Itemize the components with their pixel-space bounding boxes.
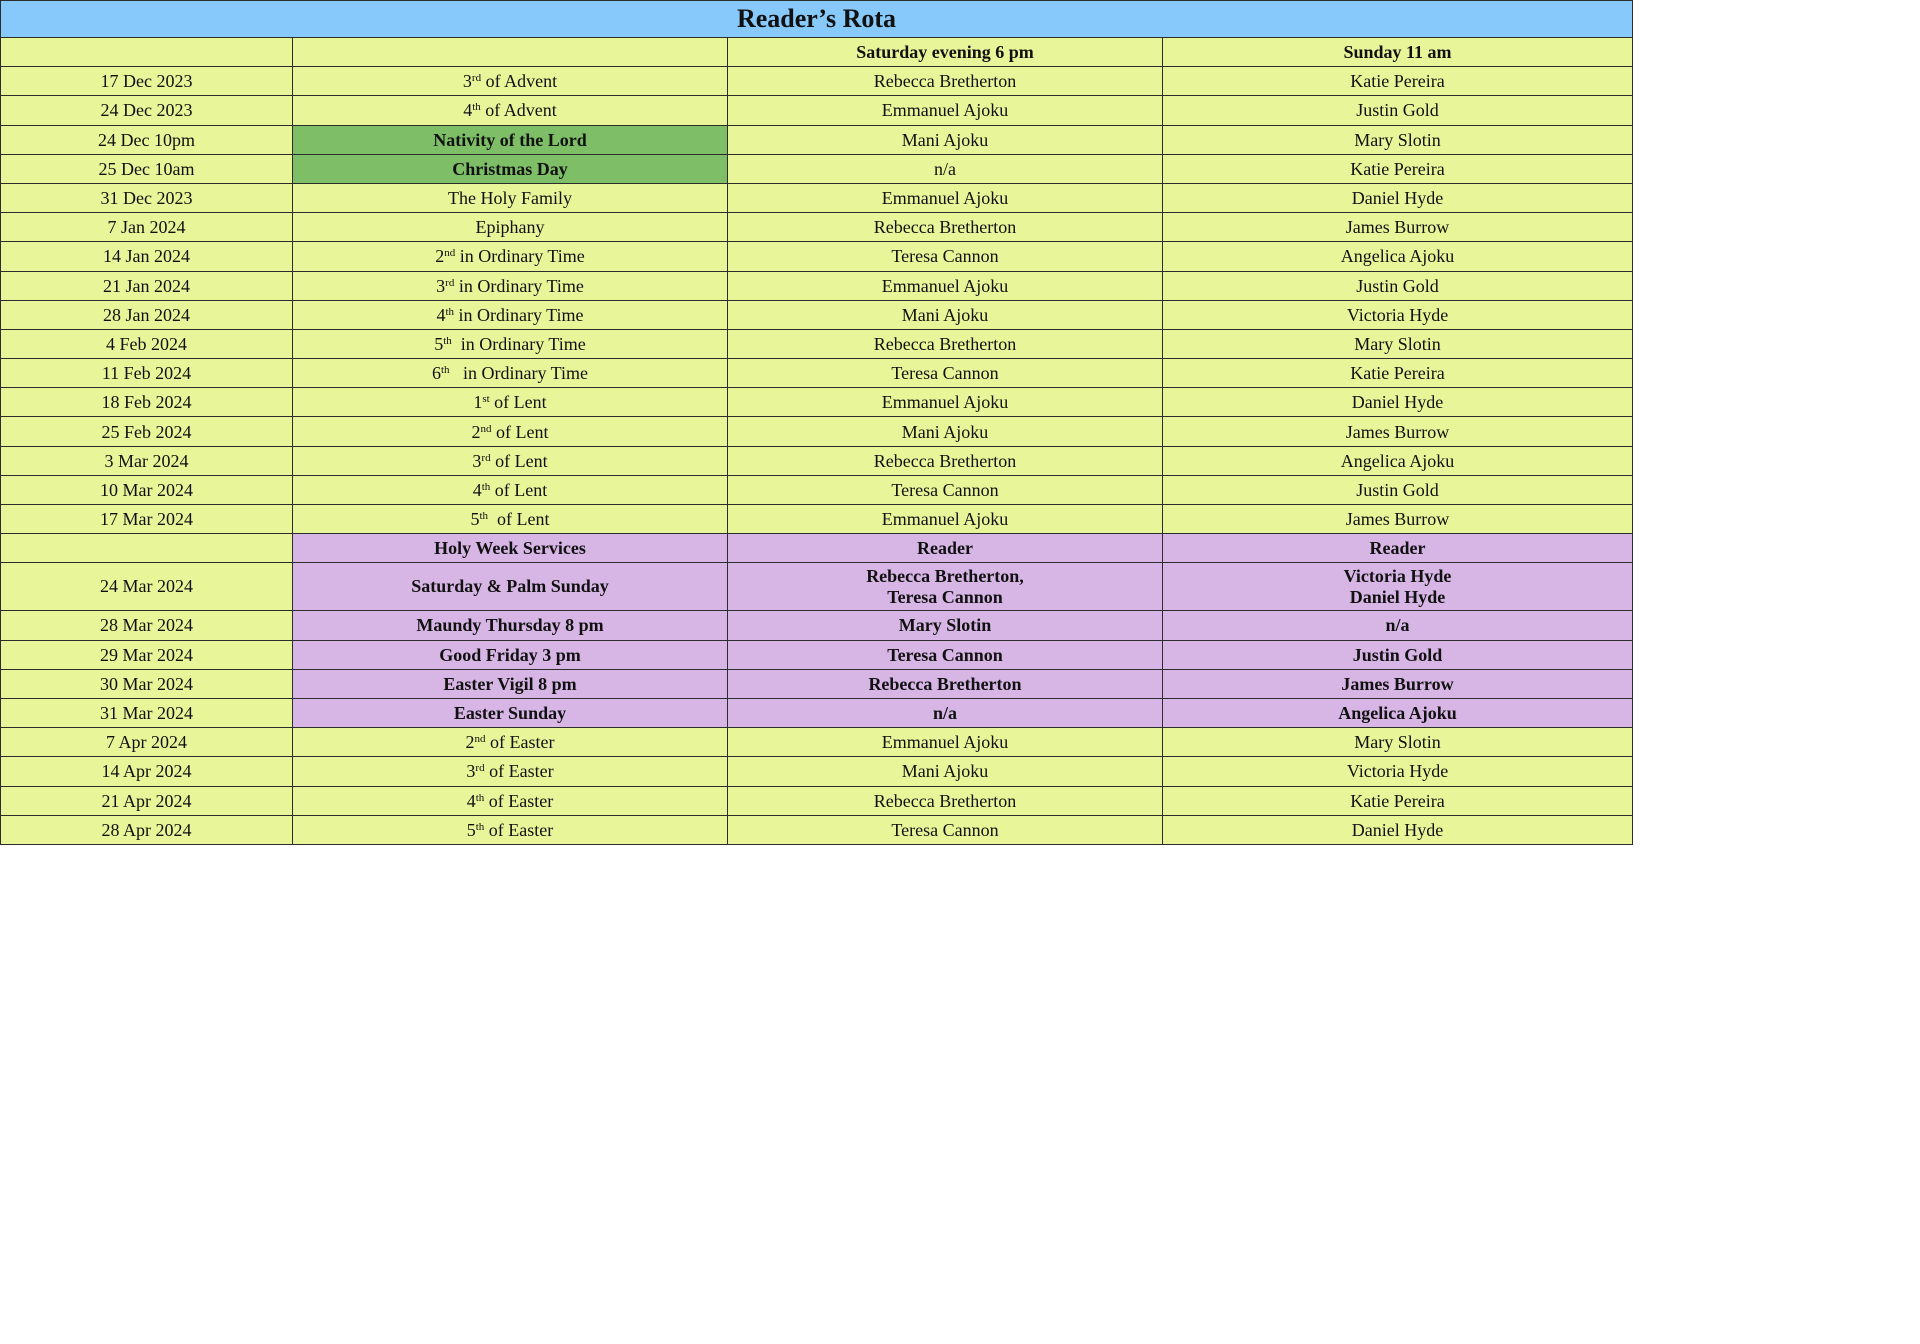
row-date: 14 Apr 2024	[1, 757, 293, 786]
page-title: Reader’s Rota	[1, 1, 1633, 38]
row-date: 29 Mar 2024	[1, 640, 293, 669]
row-saturday-reader: Mani Ajoku	[728, 757, 1163, 786]
row-occasion	[293, 640, 728, 669]
occasion-text: 6	[431, 363, 441, 384]
row-saturday-reader: Rebecca Bretherton, Teresa Cannon	[728, 563, 1163, 611]
row-sunday-reader: Justin Gold	[1163, 640, 1633, 669]
row-sunday-reader: Katie Pereira	[1163, 359, 1633, 388]
occasion-text: 4	[463, 100, 473, 121]
row-date: 3 Mar 2024	[1, 446, 293, 475]
row-saturday-reader: Reader	[728, 534, 1163, 563]
row-sunday-reader: Katie Pereira	[1163, 67, 1633, 96]
table-row	[1, 698, 1633, 727]
occasion-text: 3	[466, 761, 476, 782]
row-occasion	[293, 446, 728, 475]
row-sunday-reader: Daniel Hyde	[1163, 388, 1633, 417]
row-sunday-reader: James Burrow	[1163, 505, 1633, 534]
row-sunday-reader: Reader	[1163, 534, 1633, 563]
row-sunday-reader: n/a	[1163, 611, 1633, 640]
table-row	[1, 271, 1633, 300]
table-row	[1, 446, 1633, 475]
occasion-text: Holy Week Services	[434, 538, 586, 559]
occasion-text-suffix: of Advent	[481, 71, 558, 92]
table-row	[1, 786, 1633, 815]
ordinal-suffix: th	[475, 820, 485, 833]
table-row	[1, 125, 1633, 154]
row-sunday-reader: Katie Pereira	[1163, 786, 1633, 815]
row-sunday-reader: Angelica Ajoku	[1163, 446, 1633, 475]
table-row	[1, 757, 1633, 786]
occasion-text: 1	[473, 392, 483, 413]
row-date: 25 Feb 2024	[1, 417, 293, 446]
occasion-text-suffix: of Lent	[490, 450, 548, 471]
row-date: 30 Mar 2024	[1, 669, 293, 698]
row-occasion	[293, 534, 728, 563]
row-date: 21 Jan 2024	[1, 271, 293, 300]
row-saturday-reader: Emmanuel Ajoku	[728, 183, 1163, 212]
row-sunday-reader: Angelica Ajoku	[1163, 242, 1633, 271]
occasion-text: Saturday & Palm Sunday	[411, 576, 609, 597]
ordinal-suffix: th	[475, 791, 485, 804]
occasion-text: Good Friday 3 pm	[439, 644, 581, 665]
occasion-text: 4	[466, 790, 476, 811]
row-date: 7 Apr 2024	[1, 728, 293, 757]
occasion-text: 5	[434, 333, 444, 354]
ordinal-suffix: th	[440, 364, 450, 377]
ordinal-suffix: th	[479, 510, 489, 523]
ordinal-suffix: nd	[444, 247, 456, 260]
occasion-text-suffix: of Easter	[484, 761, 554, 782]
occasion-text-suffix: of Easter	[484, 819, 554, 840]
row-saturday-reader: Emmanuel Ajoku	[728, 505, 1163, 534]
occasion-text: Maundy Thursday 8 pm	[416, 615, 604, 636]
occasion-text: Easter Vigil 8 pm	[443, 673, 577, 694]
table-row	[1, 183, 1633, 212]
row-date: 24 Dec 2023	[1, 96, 293, 125]
table-row	[1, 359, 1633, 388]
row-occasion	[293, 388, 728, 417]
header-occasion	[293, 38, 728, 67]
row-date: 28 Apr 2024	[1, 815, 293, 844]
row-date: 21 Apr 2024	[1, 786, 293, 815]
occasion-text-suffix: in Ordinary Time	[451, 333, 586, 354]
row-saturday-reader: Rebecca Bretherton	[728, 446, 1163, 475]
row-date: 17 Dec 2023	[1, 67, 293, 96]
row-sunday-reader: Katie Pereira	[1163, 154, 1633, 183]
occasion-text-suffix: in Ordinary Time	[454, 275, 584, 296]
ordinal-suffix: th	[481, 480, 491, 493]
row-occasion	[293, 329, 728, 358]
title-row	[1, 1, 1633, 38]
row-occasion	[293, 154, 728, 183]
row-saturday-reader: Rebecca Bretherton	[728, 786, 1163, 815]
occasion-text: 3	[462, 71, 472, 92]
row-sunday-reader: James Burrow	[1163, 417, 1633, 446]
ordinal-suffix: nd	[480, 422, 492, 435]
occasion-text-suffix: of Easter	[484, 790, 554, 811]
row-sunday-reader: Justin Gold	[1163, 96, 1633, 125]
ordinal-suffix: th	[472, 101, 481, 114]
occasion-text: Epiphany	[475, 217, 545, 238]
row-sunday-reader: Mary Slotin	[1163, 125, 1633, 154]
row-date: 11 Feb 2024	[1, 359, 293, 388]
row-saturday-reader: Mani Ajoku	[728, 125, 1163, 154]
ordinal-suffix: rd	[481, 451, 491, 464]
occasion-text: Christmas Day	[452, 158, 568, 179]
row-sunday-reader: Victoria Hyde	[1163, 300, 1633, 329]
row-occasion	[293, 96, 728, 125]
row-sunday-reader: Justin Gold	[1163, 271, 1633, 300]
table-row	[1, 611, 1633, 640]
occasion-text-suffix: in Ordinary Time	[454, 304, 584, 325]
occasion-text-suffix: of Lent	[488, 509, 550, 530]
table-row	[1, 728, 1633, 757]
row-date	[1, 534, 293, 563]
table-row	[1, 563, 1633, 611]
row-date: 31 Dec 2023	[1, 183, 293, 212]
row-saturday-reader: n/a	[728, 698, 1163, 727]
table-row	[1, 388, 1633, 417]
row-occasion	[293, 728, 728, 757]
occasion-text: 5	[470, 509, 480, 530]
occasion-text-suffix: of Lent	[490, 479, 548, 500]
header-saturday: Saturday evening 6 pm	[728, 38, 1163, 67]
row-saturday-reader: Emmanuel Ajoku	[728, 96, 1163, 125]
ordinal-suffix: rd	[445, 276, 455, 289]
row-occasion	[293, 815, 728, 844]
ordinal-suffix: rd	[475, 762, 485, 775]
row-occasion	[293, 757, 728, 786]
table-row	[1, 815, 1633, 844]
row-occasion	[293, 669, 728, 698]
row-date: 28 Mar 2024	[1, 611, 293, 640]
ordinal-suffix: th	[445, 305, 455, 318]
table-row	[1, 669, 1633, 698]
header-row	[1, 38, 1633, 67]
occasion-text: 4	[472, 479, 482, 500]
row-occasion	[293, 611, 728, 640]
row-occasion	[293, 242, 728, 271]
occasion-text: 3	[436, 275, 446, 296]
row-occasion	[293, 183, 728, 212]
occasion-text: 2	[471, 421, 481, 442]
occasion-text: 5	[466, 819, 476, 840]
occasion-text: The Holy Family	[448, 188, 572, 209]
row-date: 31 Mar 2024	[1, 698, 293, 727]
row-date: 25 Dec 10am	[1, 154, 293, 183]
rota-body	[1, 1, 1633, 845]
row-sunday-reader: Justin Gold	[1163, 475, 1633, 504]
occasion-text-suffix: in Ordinary Time	[455, 246, 585, 267]
row-occasion	[293, 505, 728, 534]
row-date: 17 Mar 2024	[1, 505, 293, 534]
occasion-text-suffix: of Easter	[485, 732, 555, 753]
row-saturday-reader: Teresa Cannon	[728, 359, 1163, 388]
table-row	[1, 96, 1633, 125]
occasion-text: Nativity of the Lord	[433, 129, 587, 150]
occasion-text-suffix: in Ordinary Time	[449, 363, 589, 384]
table-row	[1, 67, 1633, 96]
row-sunday-reader: Mary Slotin	[1163, 329, 1633, 358]
row-date: 18 Feb 2024	[1, 388, 293, 417]
row-saturday-reader: Teresa Cannon	[728, 475, 1163, 504]
row-occasion	[293, 67, 728, 96]
table-row	[1, 329, 1633, 358]
row-date: 24 Mar 2024	[1, 563, 293, 611]
table-row	[1, 242, 1633, 271]
row-date: 10 Mar 2024	[1, 475, 293, 504]
row-saturday-reader: Rebecca Bretherton	[728, 213, 1163, 242]
table-row	[1, 154, 1633, 183]
row-occasion	[293, 786, 728, 815]
table-row	[1, 505, 1633, 534]
row-sunday-reader: James Burrow	[1163, 669, 1633, 698]
ordinal-suffix: nd	[474, 733, 486, 746]
row-occasion	[293, 125, 728, 154]
row-saturday-reader: Emmanuel Ajoku	[728, 388, 1163, 417]
ordinal-suffix: rd	[471, 72, 482, 85]
occasion-text: 4	[436, 304, 446, 325]
table-row	[1, 475, 1633, 504]
row-saturday-reader: Teresa Cannon	[728, 242, 1163, 271]
row-date: 24 Dec 10pm	[1, 125, 293, 154]
row-saturday-reader: Emmanuel Ajoku	[728, 728, 1163, 757]
row-saturday-reader: Emmanuel Ajoku	[728, 271, 1163, 300]
row-occasion	[293, 698, 728, 727]
row-date: 7 Jan 2024	[1, 213, 293, 242]
row-occasion	[293, 271, 728, 300]
row-occasion	[293, 300, 728, 329]
occasion-text: 3	[472, 450, 482, 471]
row-saturday-reader: Mani Ajoku	[728, 300, 1163, 329]
row-date: 14 Jan 2024	[1, 242, 293, 271]
row-saturday-reader: n/a	[728, 154, 1163, 183]
table-row	[1, 417, 1633, 446]
occasion-text-suffix: of Lent	[491, 421, 549, 442]
header-sunday: Sunday 11 am	[1163, 38, 1633, 67]
row-occasion	[293, 359, 728, 388]
row-saturday-reader: Mani Ajoku	[728, 417, 1163, 446]
row-sunday-reader: Daniel Hyde	[1163, 815, 1633, 844]
row-date: 4 Feb 2024	[1, 329, 293, 358]
table-row	[1, 213, 1633, 242]
row-saturday-reader: Rebecca Bretherton	[728, 669, 1163, 698]
row-saturday-reader: Teresa Cannon	[728, 640, 1163, 669]
row-saturday-reader: Teresa Cannon	[728, 815, 1163, 844]
ordinal-suffix: st	[482, 393, 490, 406]
row-occasion	[293, 417, 728, 446]
header-date	[1, 38, 293, 67]
row-sunday-reader: Victoria Hyde	[1163, 757, 1633, 786]
row-sunday-reader: Angelica Ajoku	[1163, 698, 1633, 727]
row-saturday-reader: Mary Slotin	[728, 611, 1163, 640]
table-row	[1, 300, 1633, 329]
occasion-text: 2	[435, 246, 445, 267]
occasion-text: 2	[465, 732, 475, 753]
occasion-text: Easter Sunday	[453, 703, 567, 724]
occasion-text-suffix: of Lent	[489, 392, 547, 413]
table-row	[1, 640, 1633, 669]
row-occasion	[293, 475, 728, 504]
ordinal-suffix: th	[443, 334, 452, 347]
row-sunday-reader: Victoria Hyde Daniel Hyde	[1163, 563, 1633, 611]
row-occasion	[293, 213, 728, 242]
row-sunday-reader: Mary Slotin	[1163, 728, 1633, 757]
occasion-text-suffix: of Advent	[480, 100, 557, 121]
row-occasion	[293, 563, 728, 611]
row-sunday-reader: James Burrow	[1163, 213, 1633, 242]
row-sunday-reader: Daniel Hyde	[1163, 183, 1633, 212]
table-row	[1, 534, 1633, 563]
row-date: 28 Jan 2024	[1, 300, 293, 329]
row-saturday-reader: Rebecca Bretherton	[728, 67, 1163, 96]
row-saturday-reader: Rebecca Bretherton	[728, 329, 1163, 358]
